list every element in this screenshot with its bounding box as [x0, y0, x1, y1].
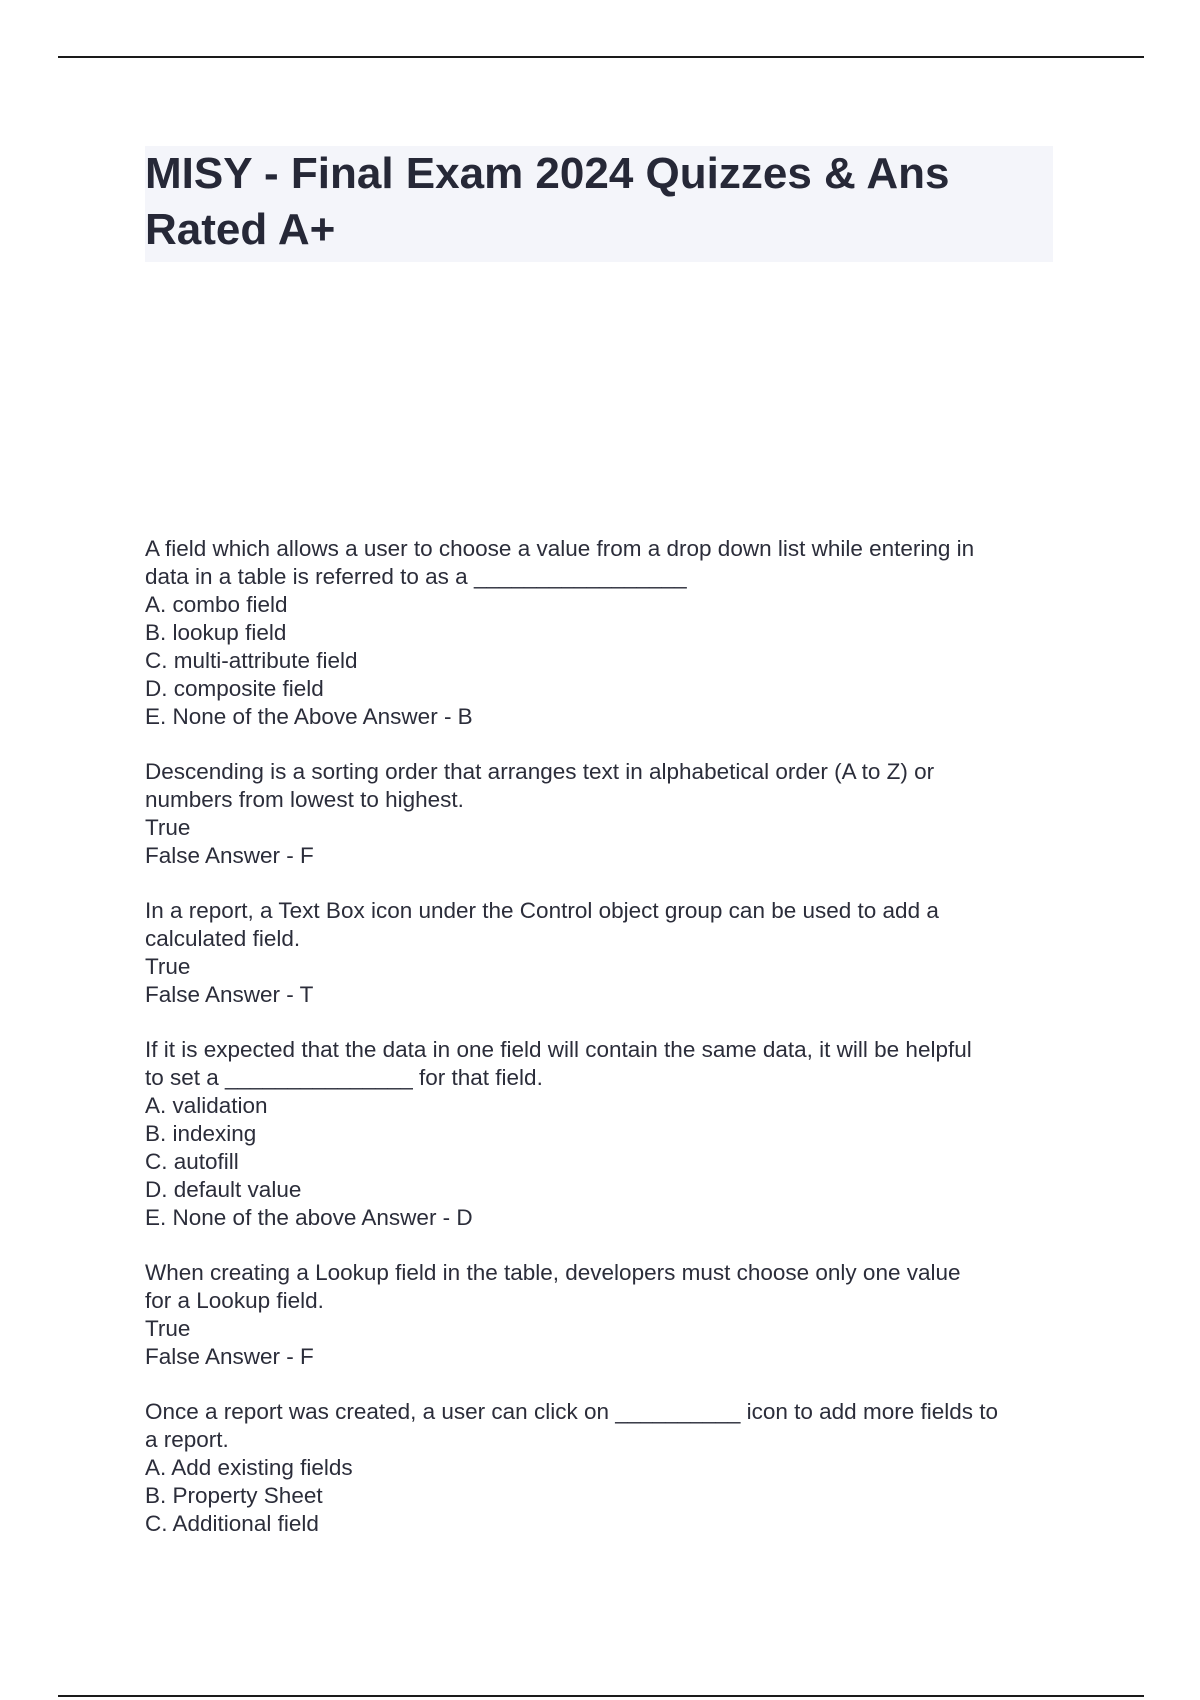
answer-option: B. Property Sheet	[145, 1483, 323, 1508]
answer-option: False Answer - F	[145, 1344, 314, 1369]
answer-option: True	[145, 815, 191, 840]
question-4	[145, 1036, 1055, 1232]
question-text-line: Descending is a sorting order that arranges text in alphabetical order (A to Z) or	[145, 759, 935, 784]
question-6	[145, 1398, 1055, 1538]
question-5	[145, 1259, 1055, 1371]
answer-option: True	[145, 1316, 191, 1341]
answer-option: B. indexing	[145, 1121, 257, 1146]
answer-option: False Answer - F	[145, 843, 314, 868]
document-title	[145, 146, 1053, 258]
question-text-line: When creating a Lookup field in the table, developers must choose only one value	[145, 1260, 961, 1285]
answer-option: D. composite field	[145, 676, 324, 701]
answer-option: E. None of the Above Answer - B	[145, 704, 473, 729]
question-text-line: In a report, a Text Box icon under the Control object group can be used to add a	[145, 898, 939, 923]
answer-option: A. Add existing fields	[145, 1455, 353, 1480]
answer-option: E. None of the above Answer - D	[145, 1205, 473, 1230]
question-text-line: If it is expected that the data in one field will contain the same data, it will be helpful	[145, 1037, 972, 1062]
title-line-2: Rated A+	[145, 205, 336, 254]
question-1	[145, 535, 1055, 731]
answer-option: C. multi-attribute field	[145, 648, 358, 673]
question-text-line: data in a table is referred to as a _________________	[145, 564, 687, 589]
answer-option: False Answer - T	[145, 982, 314, 1007]
question-text-line: to set a _______________ for that field.	[145, 1065, 543, 1090]
answer-option: C. autofill	[145, 1149, 239, 1174]
bottom-rule	[58, 1695, 1144, 1697]
answer-option: B. lookup field	[145, 620, 287, 645]
question-3	[145, 897, 1055, 1009]
question-text-line: a report.	[145, 1427, 229, 1452]
question-text-line: Once a report was created, a user can click on __________ icon to add more fields to	[145, 1399, 999, 1424]
answer-option: True	[145, 954, 191, 979]
title-block	[145, 146, 1053, 262]
answer-option: A. validation	[145, 1093, 268, 1118]
top-rule	[58, 56, 1144, 58]
title-line-1: MISY - Final Exam 2024 Quizzes & Ans	[145, 149, 950, 198]
question-text-line: calculated field.	[145, 926, 301, 951]
answer-option: D. default value	[145, 1177, 302, 1202]
question-2	[145, 758, 1055, 870]
question-text-line: numbers from lowest to highest.	[145, 787, 464, 812]
answer-option: A. combo field	[145, 592, 288, 617]
question-text-line: A field which allows a user to choose a value from a drop down list while entering in	[145, 536, 975, 561]
question-text-line: for a Lookup field.	[145, 1288, 324, 1313]
answer-option: C. Additional field	[145, 1511, 319, 1536]
question-list	[145, 535, 1055, 1565]
